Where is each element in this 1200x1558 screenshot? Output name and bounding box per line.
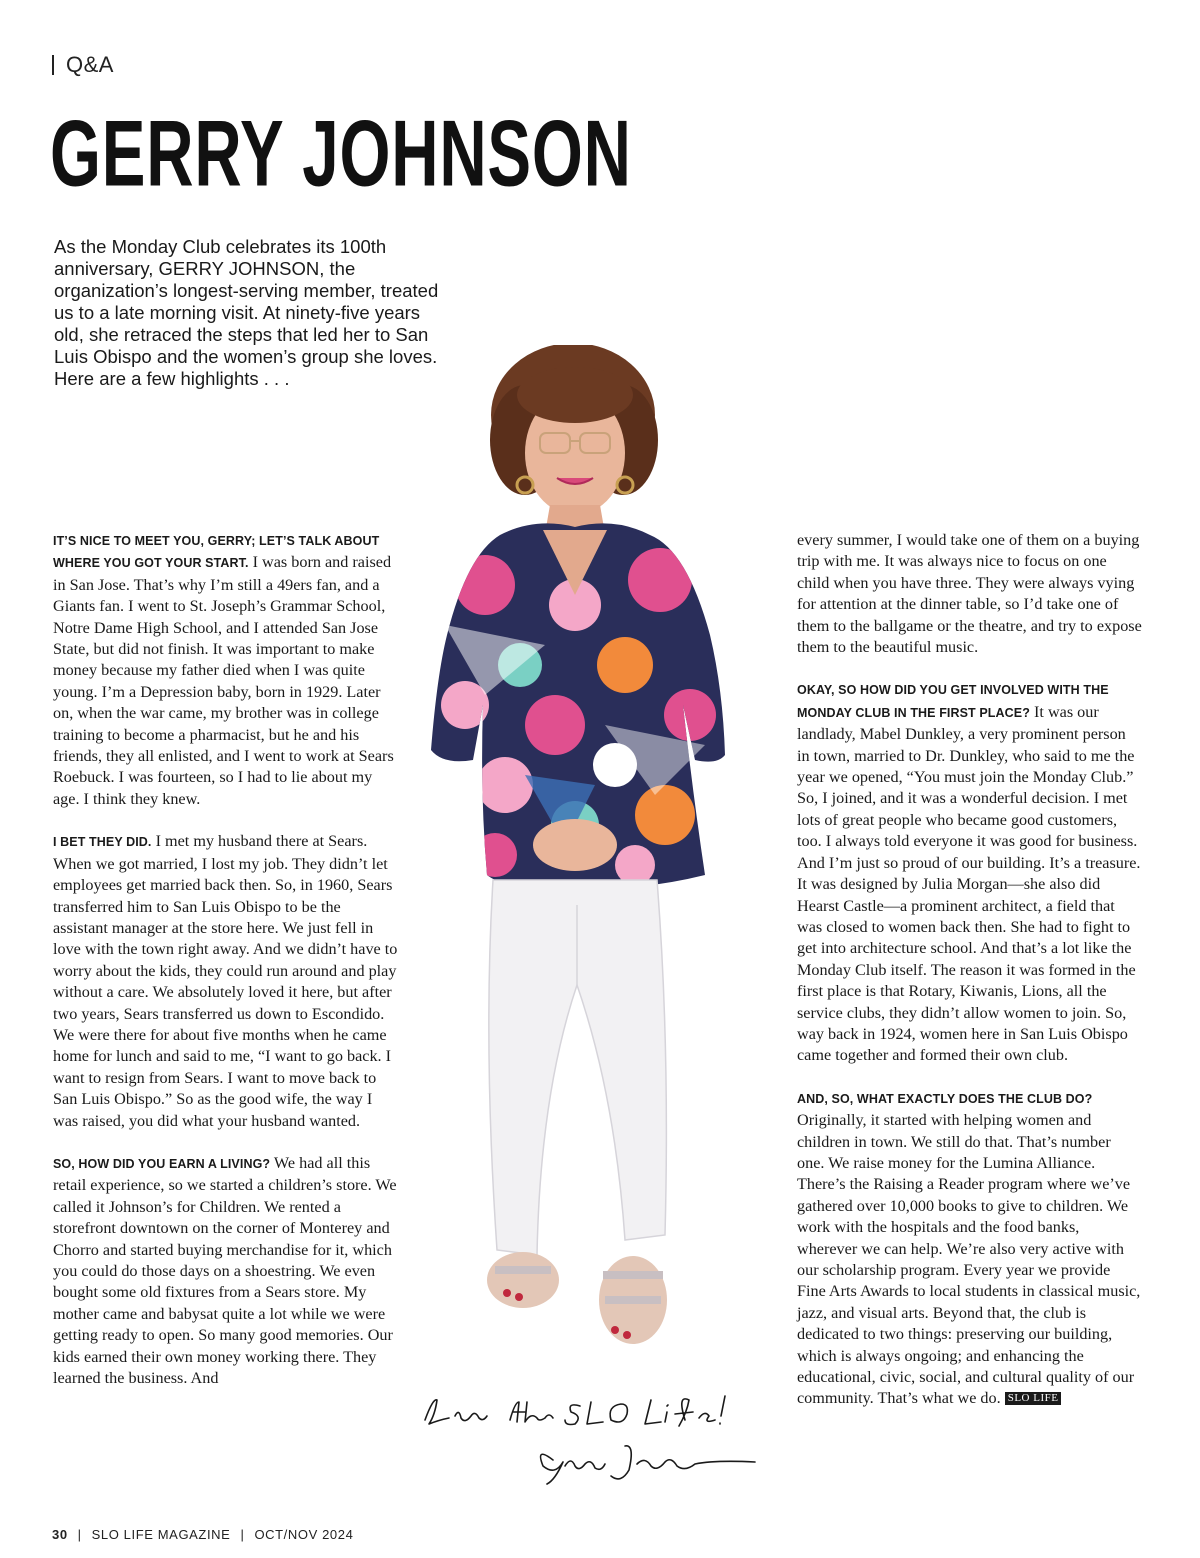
article-column-right: [797, 530, 1142, 1431]
qa-question: IT’S NICE TO MEET YOU, GERRY; LET’S TALK ABOUT WHERE YOU GOT YOUR START.: [53, 534, 380, 571]
hands-shape: [533, 819, 617, 871]
qa-question: I BET THEY DID.: [53, 835, 152, 850]
issue-date: OCT/NOV 2024: [254, 1527, 354, 1542]
section-label: [52, 52, 114, 78]
qa-item: [797, 1088, 1142, 1410]
intro-paragraph: As the Monday Club celebrates its 100th anniversary, GERRY JOHNSON, the organization’s longest-serving member, treated us to a late morning visit. At ninety-five years old, she retraced the steps that led her to San Luis Obispo and the women’s group she loves. Here are a few highlights . . .: [54, 236, 439, 389]
handwritten-signature: [415, 1390, 775, 1485]
left-sandal-shape: [487, 1252, 559, 1308]
magazine-name: SLO LIFE MAGAZINE: [91, 1527, 231, 1542]
page-number: 30: [52, 1527, 68, 1542]
page-footer: [52, 1527, 353, 1542]
qa-answer: every summer, I would take one of them on a buying trip with me. It was always nice to focus on one child when you have three. They were always vying for attention at the dinner table, so I’d take one of them to the ballgame or the theatre, and try to expose them to the beautiful music.: [797, 531, 1142, 657]
qa-answer: Originally, it started with helping women and children in town. We still do that. That’s number one. We raise money for the Lumina Alliance. There’s the Raising a Reader program where we’ve gathered over 10,000 books to give to children. We work with the hospitals and the food banks, wherever we can help. We’re also very active with our scholarship program. Every year we provide Fine Arts Awards to local students in classical music, jazz, and visual arts. Beyond that, the club is dedicated to two things: preserving our building, which is always ongoing; and enhancing the educational, civic, social, and cultural quality of our community. That’s what we do.: [797, 1111, 1141, 1408]
article-column-left: [53, 530, 398, 1410]
qa-answer: We had all this retail experience, so we started a children’s store. We called it Johnson’s for Children. We rented a storefront downtown on the corner of Monterey and Chorro and started buying merchandise for it, which you could do those days on a shoestring. We even bought some old fixtures from a Sears store. My mother came and babysat quite a lot while we were getting ready to open. So many good memories. Our kids earned their own money working there. They learned the business. And: [53, 1153, 397, 1388]
qa-item: [53, 1153, 398, 1389]
qa-continuation: [797, 530, 1142, 658]
footer-divider: |: [77, 1527, 82, 1542]
qa-item: [797, 679, 1142, 1066]
end-mark-logo: SLO LIFE: [1005, 1392, 1062, 1405]
qa-question: OKAY, SO HOW DID YOU GET INVOLVED WITH THE MONDAY CLUB IN THE FIRST PLACE?: [797, 683, 1109, 720]
page-title: GERRY JOHNSON: [50, 100, 632, 206]
section-divider: [52, 55, 54, 75]
qa-answer: It was our landlady, Mabel Dunkley, a very prominent person in town, married to Dr. Dunkley, who said to me the year we opened, “You must join the Monday Club.” So, I joined, and it was a wonderful decision. I met lots of great people who became good customers, too. I always told everyone it was good for business. And I’m just so proud of our building. It’s a treasure. It was designed by Julia Morgan—she also did Hearst Castle—a prominent architect, a field that was closed to women back then. She had to fight to get into architecture school. And that’s a lot like the Monday Club itself. The reason it was formed in the first place is that Rotary, Kiwanis, Lions, all the service clubs, they didn’t allow women to join. So, way back in 1924, women here in San Luis Obispo came together and formed their own club.: [797, 702, 1141, 1065]
qa-question: SO, HOW DID YOU EARN A LIVING?: [53, 1156, 271, 1171]
qa-item: [53, 831, 398, 1132]
qa-item: [53, 530, 398, 810]
footer-divider: |: [240, 1527, 245, 1542]
section-label-text: Q&A: [66, 52, 114, 77]
qa-answer: I was born and raised in San Jose. That’s why I’m still a 49ers fan, and a Giants fan. I went to St. Joseph’s Grammar School, Notre Dame High School, and I attended San Jose State, but did not finish. It was important to make money because my father died when I was quite young. I’m a Depression baby, born in 1929. Later on, when the war came, my brother was in college training to become a pharmacist, but he and his friends, they all enlisted, and I went to work at Sears Roebuck. I was fourteen, so I had to lie about my age. I think they knew.: [53, 553, 394, 808]
qa-question: AND, SO, WHAT EXACTLY DOES THE CLUB DO?: [797, 1091, 1093, 1106]
qa-answer: I met my husband there at Sears. When we got married, I lost my job. They didn’t let employees get married back then. So, in 1960, Sears transferred him to San Luis Obispo to be the assistant manager at the store here. We just fell in love with the town right away. And we didn’t have to worry about the kids, they could run around and play without a care. We absolutely loved it here, but after two years, Sears transferred us down to Escondido. We were there for about five months when he came home for lunch and said to me, “I want to go back. I want to resign from Sears. I want to move back to San Luis Obispo.” So as the good wife, the way I was raised, you did what your husband wanted.: [53, 832, 398, 1130]
portrait-photo: [425, 345, 725, 1365]
